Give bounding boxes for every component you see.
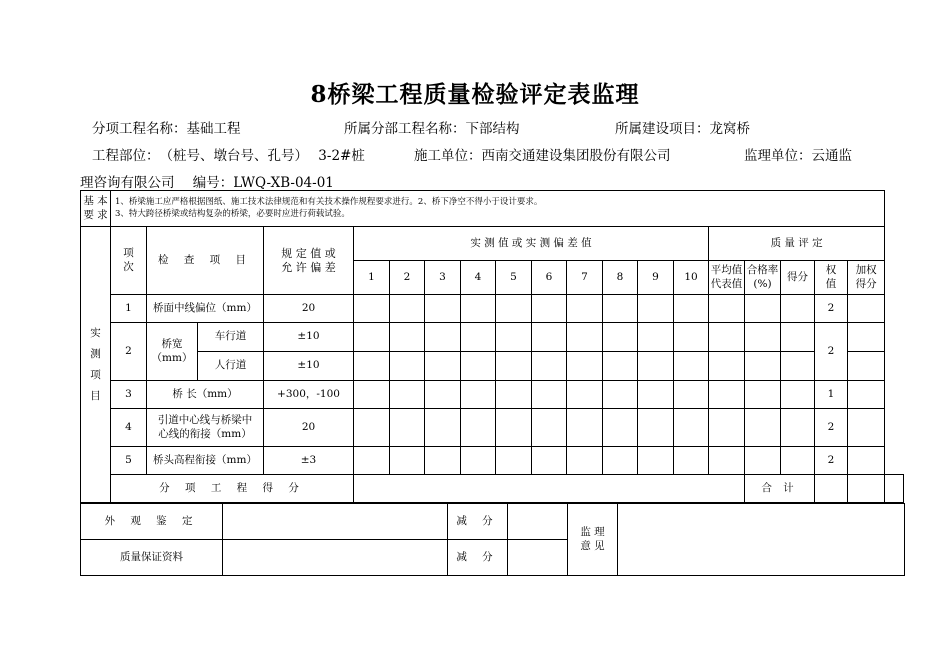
cell[interactable] <box>390 447 425 475</box>
row-spec: 20 <box>264 409 354 447</box>
location-label: 工程部位： <box>92 148 160 164</box>
cell[interactable] <box>532 295 567 323</box>
cell[interactable] <box>354 409 390 447</box>
row-no: 5 <box>111 447 147 475</box>
cell[interactable] <box>781 447 815 475</box>
project-label: 所属建设项目： <box>615 121 710 137</box>
row-subitem: 人行道 <box>198 352 264 381</box>
cell[interactable] <box>603 381 638 409</box>
cell[interactable] <box>674 295 709 323</box>
cell[interactable] <box>709 447 745 475</box>
row-spec: 20 <box>264 295 354 323</box>
cell[interactable] <box>638 295 674 323</box>
cell[interactable] <box>390 409 425 447</box>
cell[interactable] <box>532 409 567 447</box>
cell[interactable] <box>745 447 781 475</box>
appraisal-table <box>80 503 905 576</box>
cell[interactable] <box>425 352 461 381</box>
sub-score-value[interactable] <box>354 475 745 503</box>
cell[interactable] <box>848 447 885 475</box>
cell[interactable] <box>674 381 709 409</box>
total-weighted[interactable] <box>885 475 904 503</box>
row-no: 3 <box>111 381 147 409</box>
cell[interactable] <box>354 381 390 409</box>
cell[interactable] <box>425 295 461 323</box>
row-item: 桥面中线偏位（mm） <box>147 295 264 323</box>
cell[interactable] <box>425 447 461 475</box>
cell[interactable] <box>709 381 745 409</box>
basic-req-line-1: 1、桥梁施工应严格根据图纸、施工技术法律规范和有关技术操作规程要求进行。2、桥下净空不得小于设计要求。 <box>115 197 543 208</box>
col-5: 5 <box>496 261 532 295</box>
row-spec: +300，-100 <box>264 381 354 409</box>
row-weight: 2 <box>815 295 848 323</box>
row-spec: ±10 <box>264 352 354 381</box>
row-subitem: 车行道 <box>198 323 264 352</box>
header-measured: 实 测 值 或 实 测 偏 差 值 <box>354 227 709 261</box>
table-row <box>81 409 904 447</box>
quality-docs-value[interactable] <box>223 540 448 576</box>
supervisor-field <box>744 144 852 164</box>
sub-score-label: 分 项 工 程 得 分 <box>111 475 354 503</box>
cell[interactable] <box>781 381 815 409</box>
inspection-table <box>80 190 904 503</box>
cell[interactable] <box>603 447 638 475</box>
cell[interactable] <box>745 381 781 409</box>
cell[interactable] <box>709 352 745 381</box>
cell[interactable] <box>674 352 709 381</box>
cell[interactable] <box>848 295 885 323</box>
cell[interactable] <box>603 323 638 352</box>
cell[interactable] <box>390 381 425 409</box>
cell[interactable] <box>496 352 532 381</box>
cell[interactable] <box>532 352 567 381</box>
division-field <box>344 117 520 137</box>
row-spec: ±3 <box>264 447 354 475</box>
cell[interactable] <box>848 352 885 381</box>
cell[interactable] <box>674 323 709 352</box>
cell[interactable] <box>390 352 425 381</box>
header-avg: 平均值 代表值 <box>709 261 745 295</box>
deduct-label-2: 减 分 <box>448 540 508 576</box>
cell[interactable] <box>709 323 745 352</box>
total-label: 合 计 <box>745 475 815 503</box>
subtotal-row <box>81 475 904 503</box>
row-no: 1 <box>111 295 147 323</box>
header-weighted: 加权 得分 <box>848 261 885 295</box>
col-2: 2 <box>390 261 425 295</box>
page-title: 8桥梁工程质量检验评定表监理 <box>310 81 640 108</box>
cell[interactable] <box>745 295 781 323</box>
cell[interactable] <box>496 447 532 475</box>
row-item: 桥 长（mm） <box>147 381 264 409</box>
cell[interactable] <box>638 352 674 381</box>
cell[interactable] <box>496 323 532 352</box>
cell[interactable] <box>496 409 532 447</box>
header-score: 得分 <box>781 261 815 295</box>
row-spec: ±10 <box>264 323 354 352</box>
cell[interactable] <box>781 323 815 352</box>
cell[interactable] <box>532 323 567 352</box>
appearance-value[interactable] <box>223 504 448 540</box>
total-value[interactable] <box>815 475 848 503</box>
cell[interactable] <box>603 409 638 447</box>
location-value: （桩号、墩台号、孔号） <box>159 148 308 164</box>
deduct-value-2[interactable] <box>508 540 568 576</box>
header-quality: 质 量 评 定 <box>709 227 885 261</box>
table-row <box>81 447 904 475</box>
cell[interactable] <box>425 381 461 409</box>
cell[interactable] <box>425 409 461 447</box>
cell[interactable] <box>848 323 885 352</box>
col-3: 3 <box>425 261 461 295</box>
supervisor-label: 监理单位： <box>744 148 812 164</box>
basic-req-text <box>111 191 885 227</box>
row-no: 2 <box>111 323 147 381</box>
cell[interactable] <box>461 409 496 447</box>
project-field <box>615 117 750 137</box>
cell[interactable] <box>354 323 390 352</box>
sub-item-value: 基础工程 <box>186 121 241 137</box>
cell[interactable] <box>461 381 496 409</box>
cell[interactable] <box>638 381 674 409</box>
cell[interactable] <box>425 323 461 352</box>
basic-req-label: 基 本 要 求 <box>81 191 111 227</box>
cell[interactable] <box>848 409 885 447</box>
contractor-value: 西南交通建设集团股份有限公司 <box>481 148 671 164</box>
cell[interactable] <box>390 323 425 352</box>
table-row <box>81 352 904 381</box>
col-8: 8 <box>603 261 638 295</box>
header-pass-rate: 合格率 (%) <box>745 261 781 295</box>
quality-docs-label: 质量保证资料 <box>81 540 223 576</box>
cell[interactable] <box>567 447 603 475</box>
col-4: 4 <box>461 261 496 295</box>
row-weight: 2 <box>815 447 848 475</box>
cell[interactable] <box>567 381 603 409</box>
header-weight: 权 值 <box>815 261 848 295</box>
cell[interactable] <box>745 323 781 352</box>
cell[interactable] <box>461 352 496 381</box>
cell[interactable] <box>532 447 567 475</box>
opinion-label: 监 理 意 见 <box>568 504 618 576</box>
col-6: 6 <box>532 261 567 295</box>
contractor-label: 施工单位： <box>414 148 482 164</box>
header-check-item: 检 查 项 目 <box>147 227 264 295</box>
header-line-1 <box>92 117 241 137</box>
header-line-3 <box>80 171 334 191</box>
col-1: 1 <box>354 261 390 295</box>
header-spec: 规 定 值 或 允 许 偏 差 <box>264 227 354 295</box>
table-row <box>81 381 904 409</box>
row-item: 桥头高程衔接（mm） <box>147 447 264 475</box>
cell[interactable] <box>532 381 567 409</box>
division-value: 下部结构 <box>465 121 520 137</box>
cell[interactable] <box>709 409 745 447</box>
supervisor-value-b: 理咨询有限公司 <box>80 175 175 191</box>
cell[interactable] <box>638 447 674 475</box>
table-row <box>81 295 904 323</box>
cell[interactable] <box>848 381 885 409</box>
location-field <box>92 144 365 164</box>
cell[interactable] <box>496 295 532 323</box>
cell[interactable] <box>461 295 496 323</box>
cell[interactable] <box>674 447 709 475</box>
number-label: 编号： <box>192 175 234 191</box>
cell[interactable] <box>603 295 638 323</box>
cell[interactable] <box>674 409 709 447</box>
cell[interactable] <box>567 295 603 323</box>
cell[interactable] <box>461 447 496 475</box>
cell[interactable] <box>745 352 781 381</box>
cell[interactable] <box>781 352 815 381</box>
cell[interactable] <box>496 381 532 409</box>
cell[interactable] <box>354 352 390 381</box>
contractor-field <box>414 144 671 164</box>
header-item-no: 项 次 <box>111 227 147 295</box>
location-code: 3-2#桩 <box>318 148 365 164</box>
row-item: 引道中心线与桥梁中 心线的衔接（mm） <box>147 409 264 447</box>
cell[interactable] <box>567 323 603 352</box>
deduct-value-1[interactable] <box>508 504 568 540</box>
cell[interactable] <box>781 295 815 323</box>
row-weight: 2 <box>815 409 848 447</box>
measured-section-label: 实 测 项 目 <box>81 227 111 503</box>
row-item: 桥宽 （mm） <box>147 323 198 381</box>
division-label: 所属分部工程名称： <box>344 121 466 137</box>
row-weight: 2 <box>815 323 848 381</box>
project-value: 龙窝桥 <box>709 121 750 137</box>
col-10: 10 <box>674 261 709 295</box>
col-9: 9 <box>638 261 674 295</box>
cell[interactable] <box>638 409 674 447</box>
table-row <box>81 323 904 352</box>
sub-item-label: 分项工程名称： <box>92 121 187 137</box>
appearance-label: 外 观 鉴 定 <box>81 504 223 540</box>
total-weight[interactable] <box>848 475 885 503</box>
cell[interactable] <box>781 409 815 447</box>
cell[interactable] <box>745 409 781 447</box>
col-7: 7 <box>567 261 603 295</box>
opinion-value[interactable] <box>618 504 905 576</box>
row-weight: 1 <box>815 381 848 409</box>
cell[interactable] <box>567 352 603 381</box>
cell[interactable] <box>390 295 425 323</box>
number-value: LWQ-XB-04-01 <box>233 175 334 191</box>
cell[interactable] <box>709 295 745 323</box>
row-no: 4 <box>111 409 147 447</box>
deduct-label-1: 减 分 <box>448 504 508 540</box>
cell[interactable] <box>354 447 390 475</box>
cell[interactable] <box>461 323 496 352</box>
supervisor-value-a: 云通监 <box>811 148 852 164</box>
basic-req-line-2: 3、特大跨径桥梁或结构复杂的桥梁，必要时应进行荷载试验。 <box>115 208 350 219</box>
cell[interactable] <box>354 295 390 323</box>
cell[interactable] <box>567 409 603 447</box>
cell[interactable] <box>638 323 674 352</box>
cell[interactable] <box>603 352 638 381</box>
